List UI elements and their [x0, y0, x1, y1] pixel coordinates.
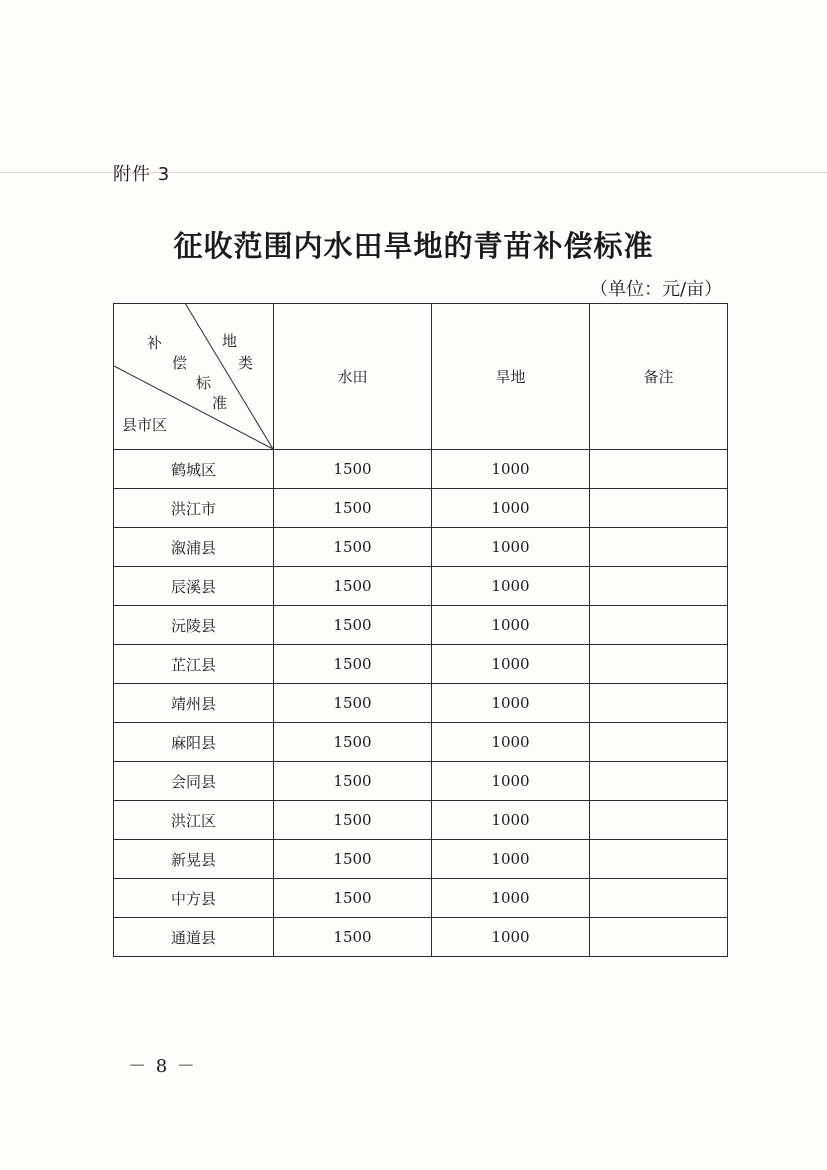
paddy-value-cell: 1500: [274, 684, 432, 723]
paddy-value-cell: 1500: [274, 450, 432, 489]
note-cell: [590, 723, 728, 762]
table-row: [114, 879, 728, 918]
dry-value-cell: 1000: [432, 762, 590, 801]
table-row: [114, 723, 728, 762]
paddy-value-cell: 1500: [274, 762, 432, 801]
column-header-dry: 旱地: [432, 304, 590, 450]
note-cell: [590, 645, 728, 684]
paddy-value-cell: 1500: [274, 645, 432, 684]
dry-value-cell: 1000: [432, 528, 590, 567]
region-cell: 麻阳县: [114, 723, 274, 762]
note-cell: [590, 801, 728, 840]
note-cell: [590, 762, 728, 801]
column-header-note: 备注: [590, 304, 728, 450]
paddy-value-cell: 1500: [274, 606, 432, 645]
dry-value-cell: 1000: [432, 723, 590, 762]
table-header-row: [114, 304, 728, 450]
note-cell: [590, 879, 728, 918]
document-title: 征收范围内水田旱地的青苗补偿标准: [173, 229, 654, 263]
table-row: [114, 645, 728, 684]
corner-cell: [114, 304, 274, 450]
region-cell: 洪江市: [114, 489, 274, 528]
dry-value-cell: 1000: [432, 879, 590, 918]
corner-text-chang: 偿: [172, 354, 188, 372]
paddy-value-cell: 1500: [274, 723, 432, 762]
note-cell: [590, 528, 728, 567]
dry-value-cell: 1000: [432, 645, 590, 684]
note-cell: [590, 450, 728, 489]
table-row: [114, 762, 728, 801]
table-row: [114, 801, 728, 840]
region-cell: 靖州县: [114, 684, 274, 723]
table-row: [114, 840, 728, 879]
corner-text-bu: 补: [147, 334, 163, 352]
corner-text-region: 县市区: [122, 416, 168, 434]
paddy-value-cell: 1500: [274, 840, 432, 879]
dry-value-cell: 1000: [432, 450, 590, 489]
paddy-value-cell: 1500: [274, 567, 432, 606]
column-header-paddy: 水田: [274, 304, 432, 450]
paddy-value-cell: 1500: [274, 489, 432, 528]
note-cell: [590, 567, 728, 606]
region-cell: 辰溪县: [114, 567, 274, 606]
paddy-value-cell: 1500: [274, 801, 432, 840]
region-cell: 新晃县: [114, 840, 274, 879]
dry-value-cell: 1000: [432, 918, 590, 957]
region-cell: 会同县: [114, 762, 274, 801]
dry-value-cell: 1000: [432, 606, 590, 645]
paddy-value-cell: 1500: [274, 918, 432, 957]
note-cell: [590, 840, 728, 879]
region-cell: 沅陵县: [114, 606, 274, 645]
unit-note: （单位：元/亩）: [590, 279, 723, 300]
paddy-value-cell: 1500: [274, 528, 432, 567]
region-cell: 鹤城区: [114, 450, 274, 489]
dry-value-cell: 1000: [432, 801, 590, 840]
dry-value-cell: 1000: [432, 684, 590, 723]
region-cell: 溆浦县: [114, 528, 274, 567]
attachment-label: 附件 3: [113, 164, 171, 185]
corner-text-biao: 标: [196, 374, 212, 392]
corner-text-di: 地: [222, 332, 238, 350]
corner-text-zhun: 准: [212, 394, 228, 412]
table-row: [114, 606, 728, 645]
note-cell: [590, 684, 728, 723]
paddy-value-cell: 1500: [274, 879, 432, 918]
table-row: [114, 450, 728, 489]
dry-value-cell: 1000: [432, 567, 590, 606]
note-cell: [590, 489, 728, 528]
note-cell: [590, 918, 728, 957]
note-cell: [590, 606, 728, 645]
page-number: － 8 －: [128, 1056, 197, 1077]
corner-text-lei: 类: [238, 354, 254, 372]
table-row: [114, 528, 728, 567]
region-cell: 洪江区: [114, 801, 274, 840]
table-row: [114, 684, 728, 723]
table-row: [114, 489, 728, 528]
dry-value-cell: 1000: [432, 840, 590, 879]
compensation-table: [113, 303, 728, 957]
region-cell: 中方县: [114, 879, 274, 918]
region-cell: 芷江县: [114, 645, 274, 684]
region-cell: 通道县: [114, 918, 274, 957]
table-row: [114, 918, 728, 957]
table-row: [114, 567, 728, 606]
dry-value-cell: 1000: [432, 489, 590, 528]
